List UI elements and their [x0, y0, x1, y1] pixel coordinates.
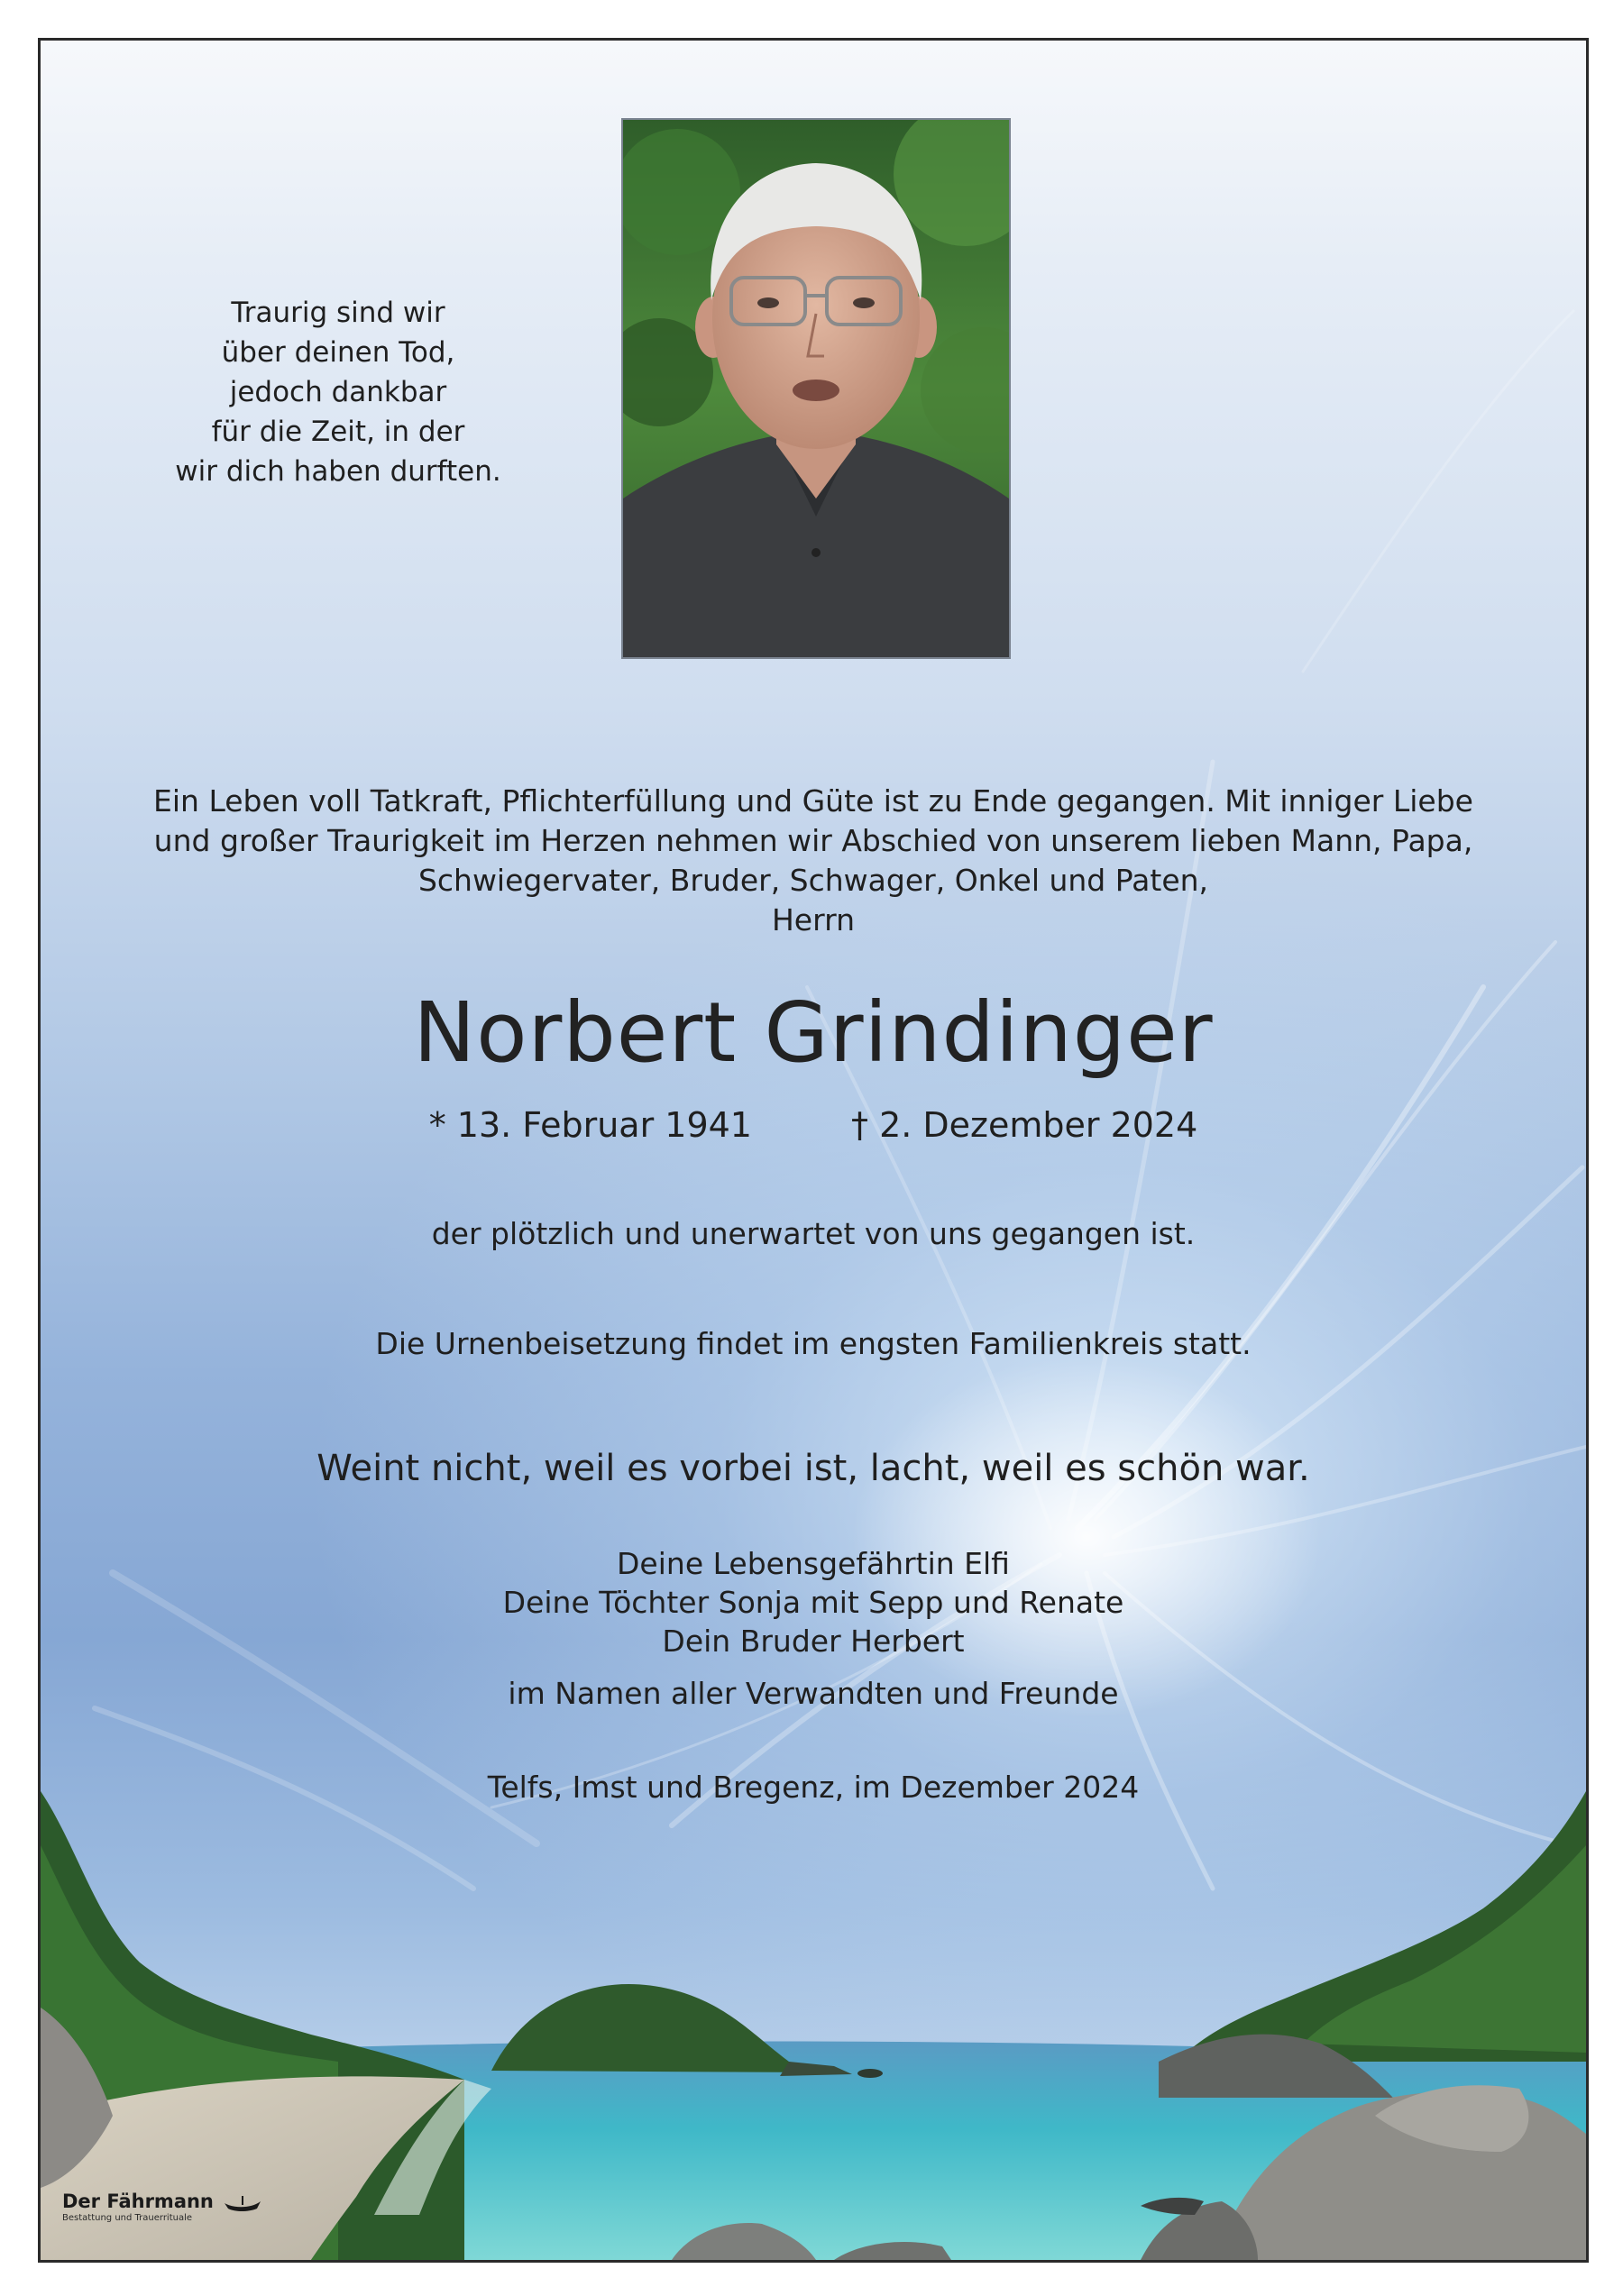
quote-text: Weint nicht, weil es vorbei ist, lacht, weil es schön war.	[316, 1448, 1310, 1489]
intro-line: und großer Traurigkeit im Herzen nehmen wir Abschied von unserem lieben Mann, Papa,	[153, 823, 1473, 858]
family-line: Deine Lebensgefährtin Elfi	[617, 1546, 1010, 1581]
relatives-text: im Namen aller Verwandten und Freunde	[508, 1676, 1119, 1711]
intro-line: Ein Leben voll Tatkraft, Pflichterfüllung und Güte ist zu Ende gegangen. Mit inniger Liebe	[153, 783, 1473, 819]
life-dates	[41, 1102, 1586, 1148]
logo-name: Der Fährmann	[62, 2191, 214, 2212]
portrait-photo	[621, 118, 1011, 659]
intro-text	[41, 782, 1586, 940]
place-date-text: Telfs, Imst und Bregenz, im Dezember 2024	[487, 1770, 1140, 1805]
family-list	[41, 1544, 1586, 1660]
deceased-name: Norbert Grindinger	[413, 984, 1214, 1081]
beach-landscape	[41, 1791, 1586, 2260]
boat-icon	[225, 2196, 261, 2212]
funeral-home-logo	[62, 2191, 261, 2245]
birth-date: * 13. Februar 1941	[428, 1105, 752, 1145]
poem-line: jedoch dankbar	[229, 376, 447, 408]
logo-subtitle: Bestattung und Trauerrituale	[62, 2213, 193, 2223]
poem-line: wir dich haben durften.	[175, 455, 501, 488]
poem-line: über deinen Tod,	[221, 336, 455, 369]
poem	[113, 293, 564, 491]
obituary-card	[38, 38, 1589, 2263]
sudden-text: der plötzlich und unerwartet von uns gegangen ist.	[431, 1216, 1196, 1251]
burial-text: Die Urnenbeisetzung findet im engsten Familienkreis statt.	[375, 1326, 1252, 1361]
poem-line: für die Zeit, in der	[211, 416, 465, 448]
intro-line: Herrn	[771, 902, 855, 938]
family-line: Dein Bruder Herbert	[662, 1624, 965, 1659]
family-line: Deine Töchter Sonja mit Sepp und Renate	[502, 1585, 1124, 1620]
death-date: † 2. Dezember 2024	[850, 1105, 1198, 1145]
intro-line: Schwiegervater, Bruder, Schwager, Onkel und Paten,	[417, 863, 1209, 898]
poem-line: Traurig sind wir	[231, 297, 445, 329]
